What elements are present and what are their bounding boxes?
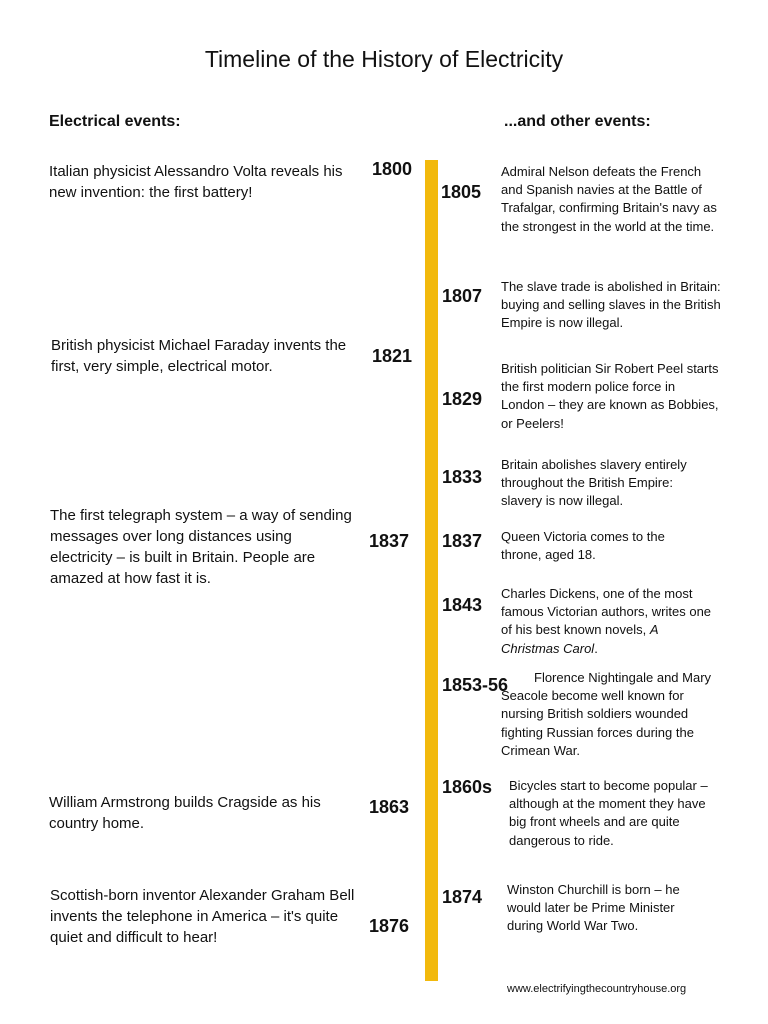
other-event-year: 1805: [441, 182, 482, 202]
other-event-year: 1874: [442, 887, 483, 907]
other-event-text: Florence Nightingale and Mary Seacole become well known for nursing British soldiers wounded fighting Russian forces during the Crimean War.: [501, 670, 712, 758]
electrical-event-year: 1821: [372, 346, 413, 366]
electrical-event-text: Scottish-born inventor Alexander Graham Bell invents the telephone in America – it's quite quiet and difficult to hear!: [50, 887, 355, 946]
electrical-events-heading: Electrical events:: [49, 113, 181, 130]
other-event-year: 1833: [442, 467, 483, 487]
electrical-event-text: The first telegraph system – a way of sending messages over long distances using electricity – is built in Britain. People are amazed at how fast it is.: [50, 507, 352, 587]
electrical-event-year: 1800: [372, 159, 413, 179]
timeline-bar: [425, 160, 438, 981]
other-event-year: 1860s: [442, 777, 493, 797]
electrical-event-year: 1863: [369, 797, 410, 817]
electrical-event-text: Italian physicist Alessandro Volta reveals his new invention: the first battery!: [49, 163, 343, 201]
other-event-year: 1829: [442, 389, 483, 409]
other-event-text: Admiral Nelson defeats the French and Spanish navies at the Battle of Trafalgar, confirming Britain's navy as the strongest in the world at the time.: [501, 164, 717, 234]
novel-title: A Christmas Carol: [501, 622, 659, 656]
website-url: www.electrifyingthecountryhouse.org: [507, 983, 687, 995]
other-event-text: [501, 585, 719, 658]
other-events-heading: ...and other events:: [504, 113, 651, 130]
other-event-text: The slave trade is abolished in Britain: buying and selling slaves in the British Empire is now illegal.: [501, 279, 721, 331]
other-event-text: Bicycles start to become popular – although at the moment they have big front wheels and are quite dangerous to ride.: [509, 778, 708, 848]
other-event-year: 1843: [442, 595, 483, 615]
page-title: Timeline of the History of Electricity: [204, 46, 564, 72]
other-event-text-end: .: [594, 640, 598, 656]
other-event-year: 1807: [442, 286, 483, 306]
other-event-text: Britain abolishes slavery entirely throughout the British Empire: slavery is now illegal.: [501, 457, 687, 509]
other-event-year: 1837: [442, 531, 483, 551]
other-event-text-plain: Charles Dickens, one of the most famous Victorian authors, writes one of his best known novels,: [501, 586, 712, 638]
electrical-event-text: William Armstrong builds Cragside as his country home.: [49, 794, 321, 832]
other-event-text: Queen Victoria comes to the throne, aged 18.: [501, 529, 665, 563]
other-event-text: British politician Sir Robert Peel starts the first modern police force in London – they are known as Bobbies, or Peelers!: [501, 361, 719, 431]
electrical-event-year: 1837: [369, 531, 410, 551]
electrical-event-text: British physicist Michael Faraday invents the first, very simple, electrical motor.: [51, 337, 347, 375]
other-event-text: Winston Churchill is born – he would later be Prime Minister during World War Two.: [507, 882, 680, 934]
electrical-event-year: 1876: [369, 916, 410, 936]
other-event-year: 1853-56: [442, 675, 509, 695]
